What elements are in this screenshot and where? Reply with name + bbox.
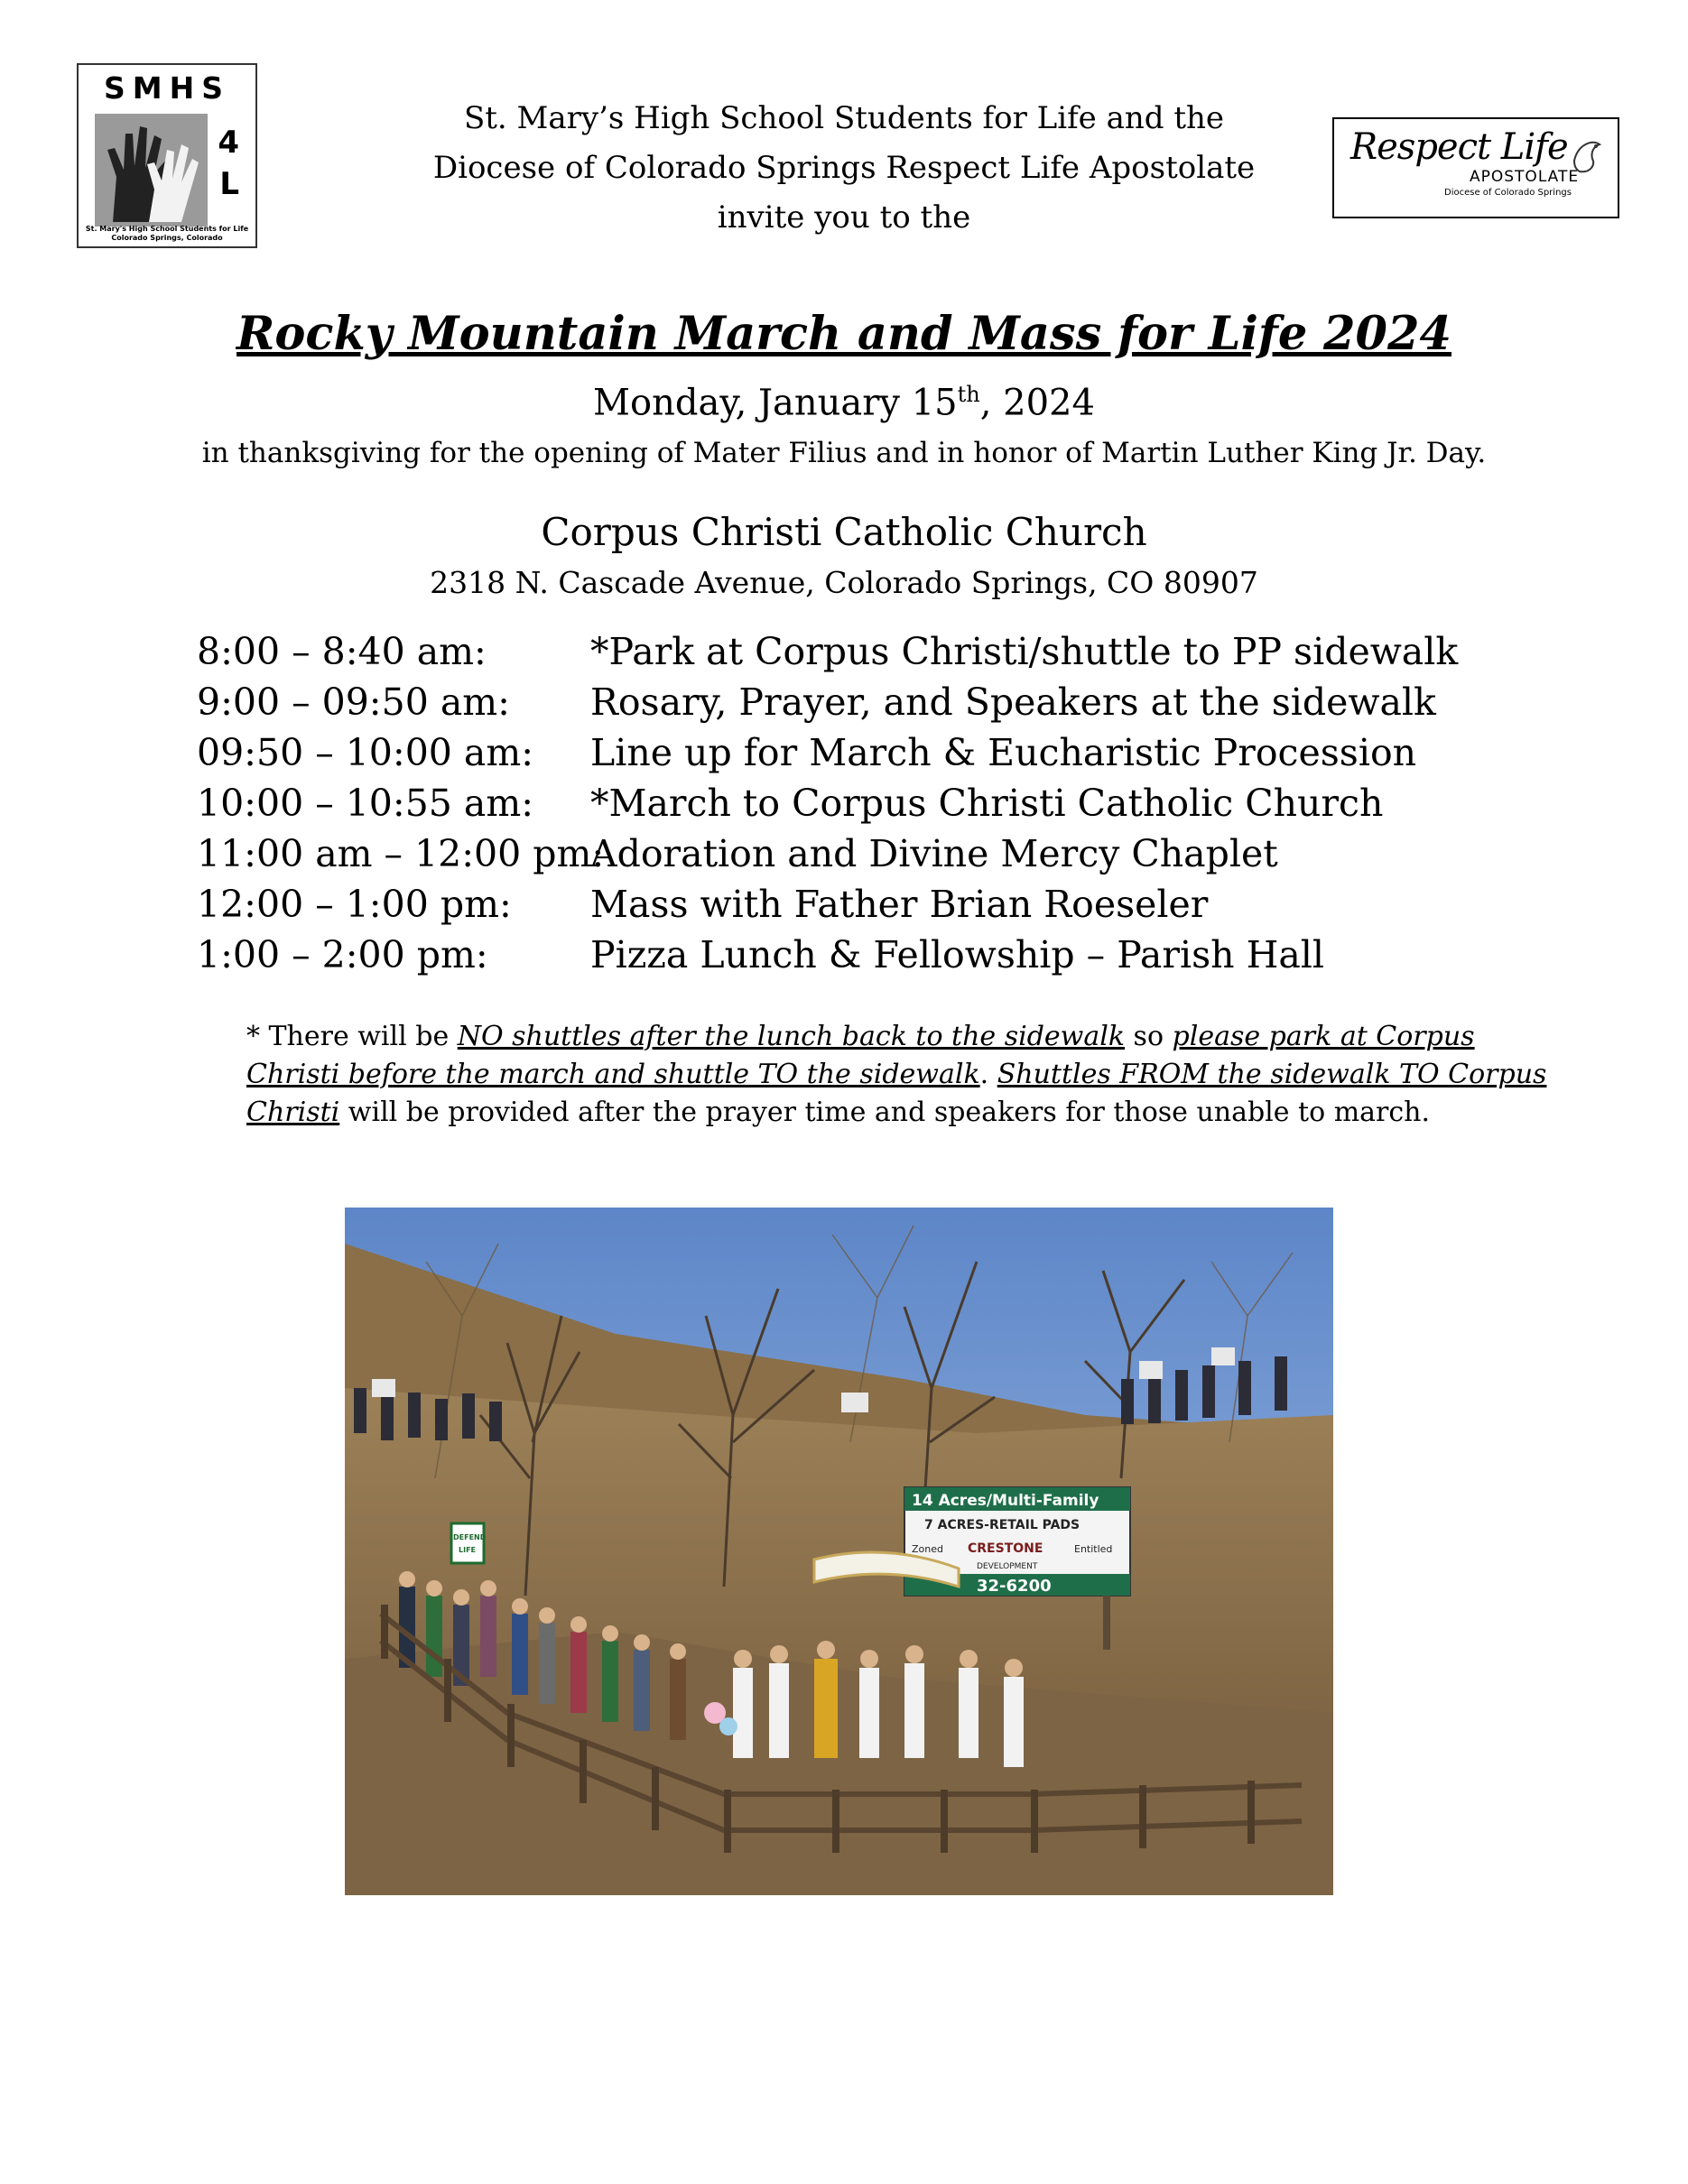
church-address: 2318 N. Cascade Avenue, Colorado Springs, CO 80907 <box>430 565 1258 600</box>
logo-subtitle-line1: St. Mary's High School Students for Life <box>85 225 249 233</box>
note-text: . <box>979 1059 997 1090</box>
banner-line2: LIFE <box>459 1546 477 1554</box>
intro-line3: invite you to the <box>717 199 971 236</box>
sign-phone: 32-6200 <box>977 1577 1052 1596</box>
date-sup: th <box>957 382 980 407</box>
note-emphasis: NO shuttles after the lunch back to the sidewalk <box>457 1021 1126 1052</box>
intro-line1: St. Mary’s High School Students for Life and the <box>463 100 1225 136</box>
defend-life-banner <box>451 1523 487 1563</box>
logo-smhs-text: SMHS <box>104 70 230 106</box>
sign-line3b: CRESTONE <box>968 1541 1043 1556</box>
logo-subtitle-line2: Colorado Springs, Colorado <box>111 234 223 242</box>
date-suffix: , 2024 <box>979 382 1095 424</box>
schedule-desc: Rosary, Prayer, and Speakers at the sidewalk <box>590 680 1436 724</box>
note-text: so <box>1125 1021 1173 1052</box>
intro-line2: Diocese of Colorado Springs Respect Life Apostolate <box>432 150 1256 186</box>
banner-line1: DEFEND <box>453 1533 487 1541</box>
date-prefix: Monday, January 15 <box>593 382 958 424</box>
schedule-desc: Line up for March & Eucharistic Procession <box>590 731 1417 774</box>
dove-icon <box>1569 134 1605 179</box>
schedule-time: 1:00 – 2:00 pm: <box>197 933 488 976</box>
schedule-time: 8:00 – 8:40 am: <box>197 630 487 673</box>
respect-life-logo <box>1332 117 1619 218</box>
note-emphasis: Shuttles FROM the sidewalk TO Corpus Christi <box>246 1059 1547 1128</box>
sign-line3a: Zoned <box>912 1543 943 1555</box>
note-emphasis: please park at Corpus Christi before the march and shuttle TO the sidewalk <box>246 1021 1475 1090</box>
apostolate-text: APOSTOLATE <box>1470 168 1580 186</box>
logo-letter: L <box>219 166 239 202</box>
thanksgiving-text: in thanksgiving for the opening of Mater Filius and in honor of Martin Luther King Jr. Day. <box>201 437 1487 469</box>
schedule-desc: Pizza Lunch & Fellowship – Parish Hall <box>590 933 1324 976</box>
schedule-desc: *Park at Corpus Christi/shuttle to PP sidewalk <box>590 630 1459 673</box>
note-text: will be provided after the prayer time and speakers for those unable to march. <box>339 1097 1431 1128</box>
event-date <box>0 382 1688 423</box>
schedule-time: 9:00 – 09:50 am: <box>197 680 510 724</box>
diocese-text: Diocese of Colorado Springs <box>1444 188 1572 198</box>
sign-line1: 14 Acres/Multi-Family <box>912 1492 1099 1510</box>
schedule-time: 11:00 am – 12:00 pm: <box>197 832 605 875</box>
sign-line3c: Entitled <box>1074 1543 1113 1555</box>
schedule-time: 10:00 – 10:55 am: <box>197 782 534 825</box>
sign-line4: DEVELOPMENT <box>977 1562 1038 1571</box>
note-text: * There will be <box>246 1021 458 1052</box>
schedule-time: 12:00 – 1:00 pm: <box>197 883 512 926</box>
schedule-desc: Adoration and Divine Mercy Chaplet <box>590 832 1278 875</box>
schedule-time: 09:50 – 10:00 am: <box>197 731 534 774</box>
church-name: Corpus Christi Catholic Church <box>541 510 1147 554</box>
shuttle-note <box>246 1018 1573 1132</box>
procession-photo <box>345 1208 1333 1895</box>
schedule-desc: Mass with Father Brian Roeseler <box>590 883 1209 926</box>
event-title: Rocky Mountain March and Mass for Life 2024 <box>237 307 1451 361</box>
procession-photo-illustration <box>345 1208 1333 1895</box>
schedule-desc: *March to Corpus Christi Catholic Church <box>590 782 1384 825</box>
respect-life-script: Respect Life <box>1350 126 1568 168</box>
sign-line2: 7 ACRES-RETAIL PADS <box>924 1518 1081 1532</box>
logo-digit: 4 <box>218 125 239 161</box>
